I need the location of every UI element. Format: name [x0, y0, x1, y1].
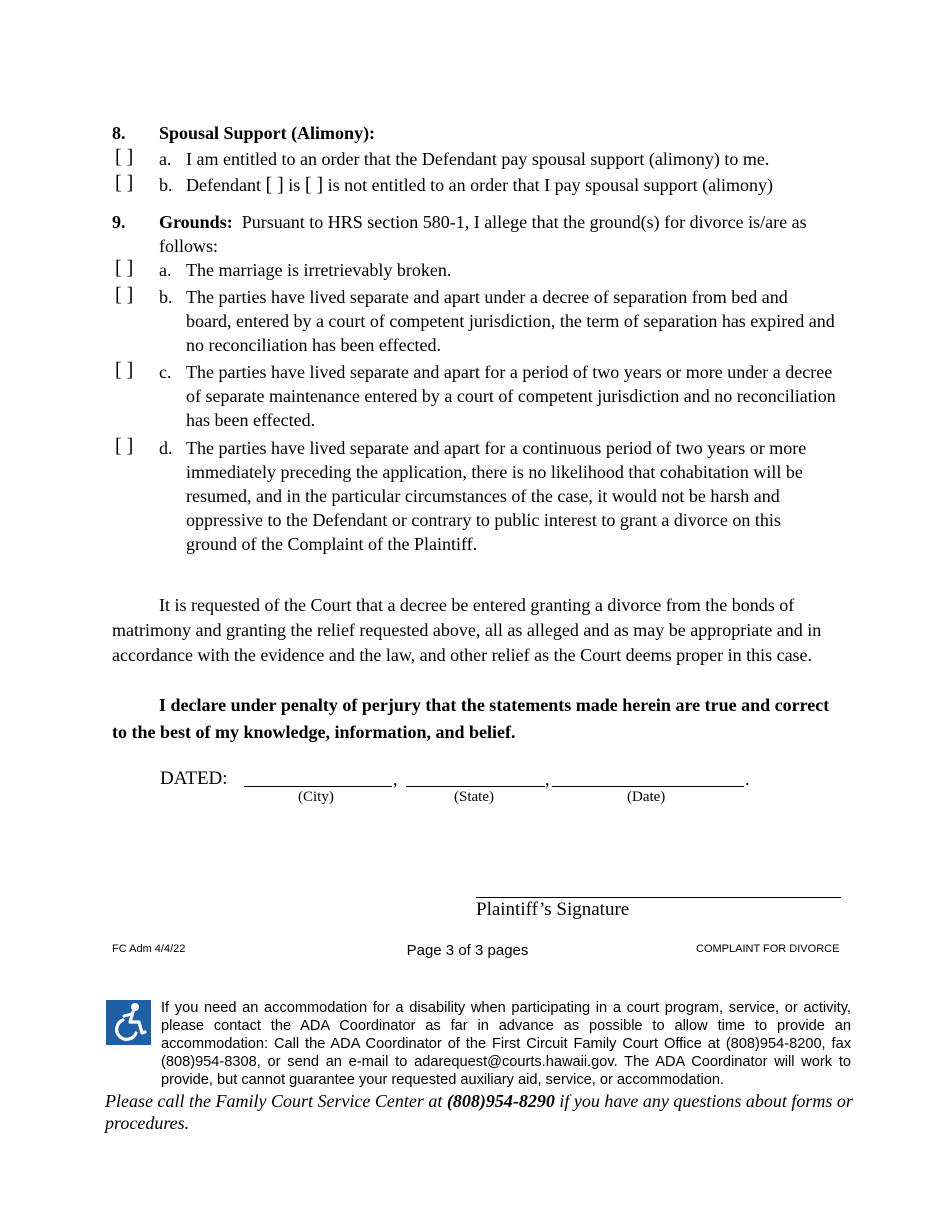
- section-9-number: 9.: [112, 212, 126, 232]
- dated-period: .: [745, 769, 750, 789]
- option-8b-is: is: [288, 175, 301, 195]
- option-9d-text: The parties have lived separate and apart for a continuous period of two years or more immediately preceding the application, there is no likelihood that cohabitation will be resumed, and in the particular circumstances of the case, it would not be harsh and oppressive to the Defendant or contrary to public interest to grant a divorce on this ground of the Complaint of the Plaintiff.: [186, 438, 807, 554]
- perjury-declaration: I declare under penalty of perjury that the statements made herein are true and correct to the best of my knowledge, information, and belief.: [112, 695, 830, 742]
- option-letter: b.: [159, 287, 173, 307]
- dated-comma: ,: [393, 769, 398, 789]
- page-number: Page 3 of 3 pages: [406, 942, 529, 959]
- state-input-line[interactable]: [406, 786, 545, 787]
- section-8-title: Spousal Support (Alimony):: [159, 123, 376, 143]
- option-letter: c.: [159, 362, 172, 382]
- checkbox-8b-is-not[interactable]: [ ]: [304, 174, 324, 196]
- date-input-line[interactable]: [552, 786, 744, 787]
- checkbox-8a[interactable]: [ ]: [115, 146, 134, 168]
- option-letter: d.: [159, 438, 173, 458]
- option-9b-text: The parties have lived separate and apart under a decree of separation from bed and board, entered by a court of competent jurisdiction, the term of separation has expired and no reconciliation has been effected.: [186, 287, 835, 355]
- checkbox-8b-is[interactable]: [ ]: [265, 174, 284, 196]
- city-label: (City): [298, 789, 334, 805]
- checkbox-9b[interactable]: [ ]: [115, 284, 134, 306]
- checkbox-8b[interactable]: [ ]: [115, 172, 134, 194]
- section-9-intro: Pursuant to HRS section 580-1, I allege that the ground(s) for divorce is/are as follows:: [159, 212, 807, 256]
- option-letter: a.: [159, 149, 172, 169]
- option-8b-text: [186, 173, 773, 197]
- section-9-heading: [159, 210, 839, 258]
- service-center-post: if you have any questions about forms or procedures.: [105, 1091, 853, 1133]
- wheelchair-accessibility-icon: [106, 1000, 151, 1045]
- option-letter: b.: [159, 175, 173, 195]
- checkbox-9c[interactable]: [ ]: [115, 359, 134, 381]
- option-letter: a.: [159, 260, 172, 280]
- option-8b-text-pre: Defendant: [186, 175, 261, 195]
- option-8a-text: I am entitled to an order that the Defendant pay spousal support (alimony) to me.: [186, 149, 770, 169]
- option-9a-text: The marriage is irretrievably broken.: [186, 260, 452, 280]
- date-label: (Date): [627, 789, 666, 805]
- dated-comma: ,: [545, 769, 550, 789]
- state-label: (State): [454, 789, 494, 805]
- section-9-title: Grounds:: [159, 212, 233, 232]
- service-center-phone[interactable]: (808)954-8290: [446, 1091, 555, 1111]
- dated-label: DATED:: [160, 768, 228, 789]
- form-id: FC Adm 4/4/22: [112, 943, 186, 955]
- section-8-number: 8.: [112, 123, 126, 143]
- document-title: COMPLAINT FOR DIVORCE: [696, 943, 840, 955]
- option-8b-text-post: is not entitled to an order that I pay spousal support (alimony): [327, 175, 774, 195]
- signature-label: Plaintiff’s Signature: [476, 899, 630, 920]
- city-input-line[interactable]: [244, 786, 392, 787]
- checkbox-9a[interactable]: [ ]: [115, 257, 134, 279]
- request-paragraph: It is requested of the Court that a decree be entered granting a divorce from the bonds of matrimony and granting the relief requested above, all as alleged and as may be appropriate and in accordance with the evidence and the law, and other relief as the Court deems proper in this case.: [112, 595, 822, 665]
- ada-notice: If you need an accommodation for a disability when participating in a court program, service, or activity, please contact the ADA Coordinator as far in advance as possible to allow time to provide an accommodation: Call the ADA Coordinator of the First Circuit Family Court Office at (808)954-8200, fax (808)954-8308, or send an e-mail to adarequest@courts.hawaii.gov. The ADA Coordinator will work to provide, but cannot guarantee your requested auxiliary aid, service, or accommodation.: [161, 1000, 851, 1088]
- checkbox-9d[interactable]: [ ]: [115, 435, 134, 457]
- option-9c-text: The parties have lived separate and apart for a period of two years or more under a decree of separate maintenance entered by a court of competent jurisdiction and no reconciliation has been effected.: [186, 362, 836, 430]
- service-center-pre: Please call the Family Court Service Center at: [105, 1091, 447, 1111]
- service-center-notice: [105, 1090, 855, 1134]
